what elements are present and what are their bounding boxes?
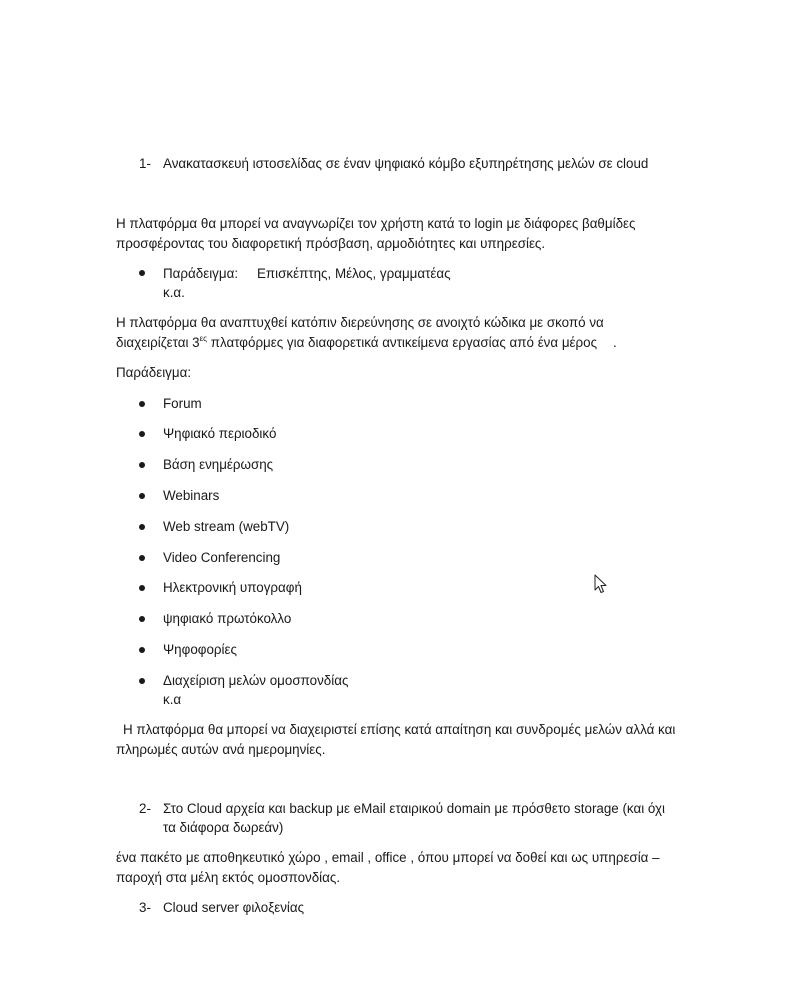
paragraph-line: Η πλατφόρμα θα αναπτυχθεί κατόπιν διερεύνησης σε ανοιχτό κώδικα με σκοπό να bbox=[116, 315, 604, 330]
paragraph-subscriptions bbox=[116, 720, 675, 759]
bullet-marker bbox=[139, 462, 145, 468]
list-continuation: κ.α bbox=[163, 692, 182, 707]
bullet-marker bbox=[139, 555, 145, 561]
bullet-marker bbox=[139, 678, 145, 684]
list-item: Διαχείριση μελών ομοσπονδίας bbox=[163, 673, 349, 688]
list-item: Video Conferencing bbox=[163, 550, 281, 565]
mouse-cursor-icon bbox=[594, 574, 608, 594]
example-continuation: κ.α. bbox=[163, 285, 185, 300]
list-item: Βάση ενημέρωσης bbox=[163, 457, 274, 472]
bullet-marker bbox=[139, 524, 145, 530]
paragraph-line: προσφέροντας του διαφορετική πρόσβαση, αρμοδιότητες και υπηρεσίες. bbox=[116, 235, 546, 251]
text-run: . bbox=[613, 334, 617, 350]
bullet-marker bbox=[139, 493, 145, 499]
list-item-3-text: Cloud server φιλοξενίας bbox=[163, 900, 305, 915]
text-run: διαχειρίζεται 3 bbox=[116, 334, 200, 350]
superscript: ες bbox=[199, 333, 208, 343]
list-item: ψηφιακό πρωτόκολλο bbox=[163, 611, 292, 626]
bullet-marker bbox=[139, 431, 145, 437]
paragraph-line: παροχή στα μέλη εκτός ομοσπονδίας. bbox=[116, 869, 341, 885]
list-item: Ψηφιακό περιοδικό bbox=[163, 426, 277, 441]
list-number-1: 1- bbox=[139, 156, 151, 171]
list-item: Web stream (webTV) bbox=[163, 519, 290, 534]
example-roles: Επισκέπτης, Μέλος, γραμματέας bbox=[257, 266, 451, 281]
text-run: πλατφόρμες για διαφορετικά αντικείμενα εργασίας από ένα μέρος bbox=[207, 334, 598, 350]
list-number-2: 2- bbox=[139, 801, 151, 816]
bullet-marker bbox=[139, 616, 145, 622]
paragraph-line bbox=[116, 333, 617, 353]
list-item-2-text bbox=[163, 799, 665, 837]
list-item: Webinars bbox=[163, 488, 220, 503]
paragraph-line: Η πλατφόρμα θα μπορεί να διαχειριστεί επίσης κατά απαίτηση και συνδρομές μελών αλλά και bbox=[123, 722, 676, 737]
bullet-marker bbox=[139, 270, 145, 276]
paragraph-line: Η πλατφόρμα θα μπορεί να αναγνωρίζει τον χρήστη κατά το login με διάφορες βαθμίδες bbox=[116, 216, 636, 231]
paragraph-open-source bbox=[116, 313, 617, 352]
paragraph-package bbox=[116, 848, 660, 887]
list-number-3: 3- bbox=[139, 900, 151, 915]
bullet-marker bbox=[139, 647, 145, 653]
paragraph-login bbox=[116, 214, 635, 253]
list-item-line: Στο Cloud αρχεία και backup με eMail εταιρικού domain με πρόσθετο storage (και όχι bbox=[163, 801, 665, 816]
bullet-marker bbox=[139, 585, 145, 591]
paragraph-line: πληρωμές αυτών ανά ημερομηνίες. bbox=[116, 741, 326, 757]
example-label: Παράδειγμα: bbox=[163, 266, 239, 281]
list-item-1-text: Ανακατασκευή ιστοσελίδας σε έναν ψηφιακό κόμβο εξυπηρέτησης μελών σε cloud bbox=[163, 156, 649, 171]
list-item: Ψηφοφορίες bbox=[163, 642, 237, 657]
bullet-marker bbox=[139, 401, 145, 407]
example-heading: Παράδειγμα: bbox=[116, 365, 192, 380]
list-item: Ηλεκτρονική υπογραφή bbox=[163, 580, 302, 595]
list-item: Forum bbox=[163, 396, 202, 411]
list-item-line: τα διάφορα δωρεάν) bbox=[163, 820, 284, 835]
paragraph-line: ένα πακέτο με αποθηκευτικό χώρο , email , office , όπου μπορεί να δοθεί και ως υπηρεσία – bbox=[116, 850, 660, 865]
